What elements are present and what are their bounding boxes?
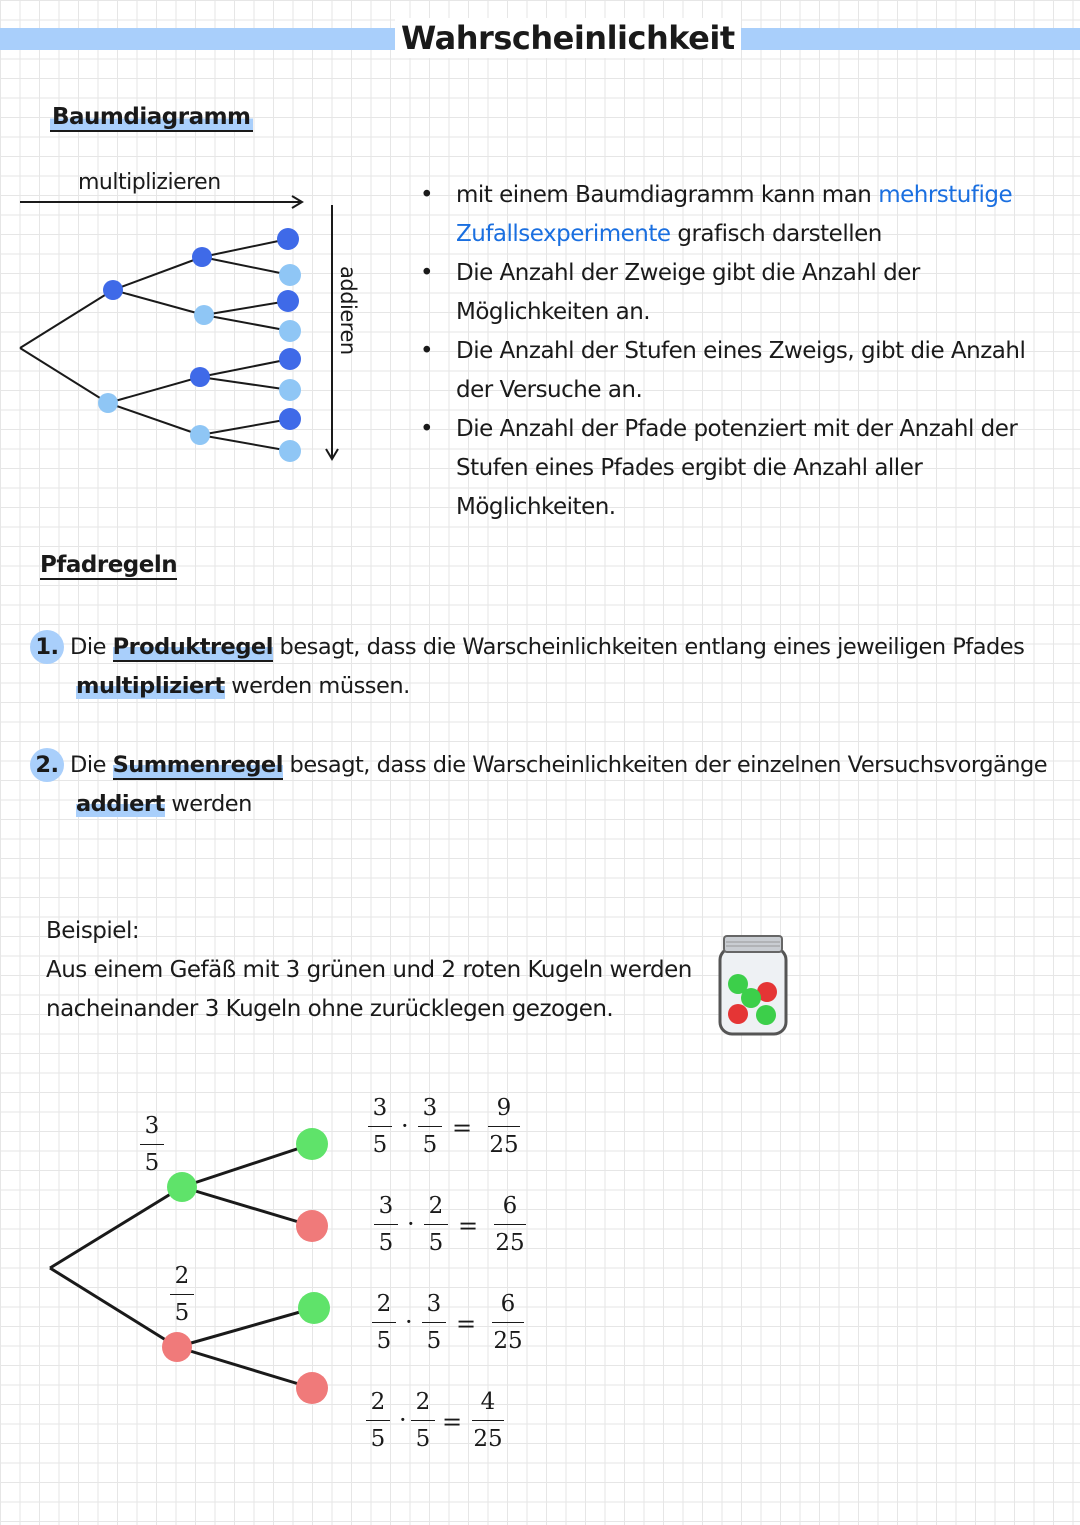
- calc-result: 4 25: [473, 1389, 503, 1452]
- calc-factor-a: 3 5: [368, 1094, 392, 1159]
- tree-leaf: [277, 290, 299, 312]
- multiply-dot: ·: [401, 1112, 409, 1140]
- tree-branches: [20, 239, 290, 451]
- calc-result: 9 25: [489, 1095, 519, 1158]
- rule-number: 1.: [30, 630, 64, 664]
- multiply-dot: ·: [399, 1406, 407, 1434]
- tree-leaf: [279, 348, 301, 370]
- example-text: Aus einem Gefäß mit 3 grünen und 2 roten Kugeln werden nacheinander 3 Kugeln ohne zurücklegen gezogen.: [46, 957, 692, 1022]
- branch-prob-red: 2 5: [170, 1262, 194, 1327]
- red-node: [162, 1332, 192, 1362]
- calc-factor-a: 2 5: [366, 1388, 390, 1453]
- pfadregeln-heading-text: Pfadregeln: [40, 552, 178, 578]
- highlight-term: mehrstufige Zufallsexperimente: [456, 182, 1013, 247]
- tree-leaf: [277, 228, 299, 250]
- product-rule: 1. Die Produktregel besagt, dass die Warscheinlichkeiten entlang eines jeweiligen Pfades multipliziert werden müssen.: [30, 628, 1060, 706]
- calc-result: 6 25: [495, 1193, 525, 1256]
- equals-sign: =: [452, 1114, 473, 1142]
- multiply-dot: ·: [405, 1308, 413, 1336]
- green-ball: [756, 1005, 776, 1025]
- tree-node: [190, 367, 210, 387]
- calc-factor-a: 3 5: [374, 1192, 398, 1257]
- example-block: [46, 912, 706, 1029]
- tree-leaf: [279, 408, 301, 430]
- tree-node: [98, 393, 118, 413]
- calc-factor-b: 2 5: [424, 1192, 448, 1257]
- calc-result: 6 25: [493, 1291, 523, 1354]
- green-node: [167, 1172, 197, 1202]
- equals-sign: =: [456, 1310, 477, 1338]
- bullet-item: • Die Anzahl der Zweige gibt die Anzahl der Möglichkeiten an.: [420, 254, 1060, 332]
- tree-node: [192, 247, 212, 267]
- tree-leaf: [279, 264, 301, 286]
- tree-node: [103, 280, 123, 300]
- generic-tree-diagram: [0, 185, 380, 475]
- bullet-item: • Die Anzahl der Stufen eines Zweigs, gibt die Anzahl der Versuche an.: [420, 332, 1060, 410]
- example-label: Beispiel:: [46, 918, 140, 944]
- tree-leaf: [279, 320, 301, 342]
- baumdiagramm-heading: [50, 104, 253, 130]
- tree-node: [194, 305, 214, 325]
- sum-rule: 2. Die Summenregel besagt, dass die Warscheinlichkeiten der einzelnen Versuchsvorgänge addiert werden: [30, 746, 1060, 824]
- rule-term: Summenregel: [112, 752, 283, 778]
- calc-row: [374, 1192, 554, 1272]
- multiply-dot: ·: [407, 1210, 415, 1238]
- baumdiagramm-heading-text: Baumdiagramm: [52, 104, 251, 130]
- multiply-label: multiplizieren: [78, 170, 221, 195]
- rule-number: 2.: [30, 748, 64, 782]
- bullet-item: • mit einem Baumdiagramm kann man mehrstufige Zufallsexperimente grafisch darstellen: [420, 176, 1060, 254]
- calc-factor-b: 3 5: [422, 1290, 446, 1355]
- calc-row: [372, 1290, 552, 1370]
- baumdiagramm-bullet-list: [420, 176, 1060, 527]
- branch-prob-green: 3 5: [140, 1112, 164, 1177]
- green-leaf: [298, 1292, 330, 1324]
- bullet-item: • Die Anzahl der Pfade potenziert mit der Anzahl der Stufen eines Pfades ergibt die Anzahl aller Möglichkeiten.: [420, 410, 1060, 527]
- equals-sign: =: [458, 1212, 479, 1240]
- calc-row: [368, 1094, 548, 1174]
- red-leaf: [296, 1210, 328, 1242]
- red-leaf: [296, 1372, 328, 1404]
- tree-node: [190, 425, 210, 445]
- rule-term: Produktregel: [112, 634, 273, 660]
- tree-leaf: [279, 379, 301, 401]
- tree-leaf: [279, 440, 301, 462]
- calc-factor-a: 2 5: [372, 1290, 396, 1355]
- green-leaf: [296, 1128, 328, 1160]
- calc-factor-b: 3 5: [418, 1094, 442, 1159]
- calc-row: [366, 1388, 546, 1468]
- page-title: Wahrscheinlichkeit: [395, 18, 741, 58]
- calc-factor-b: 2 5: [411, 1388, 435, 1453]
- equals-sign: =: [442, 1408, 463, 1436]
- pfadregeln-heading: [40, 552, 177, 578]
- green-ball: [741, 988, 761, 1008]
- red-ball: [728, 1004, 748, 1024]
- add-label: addieren: [336, 266, 360, 355]
- jar-icon: [716, 934, 790, 1038]
